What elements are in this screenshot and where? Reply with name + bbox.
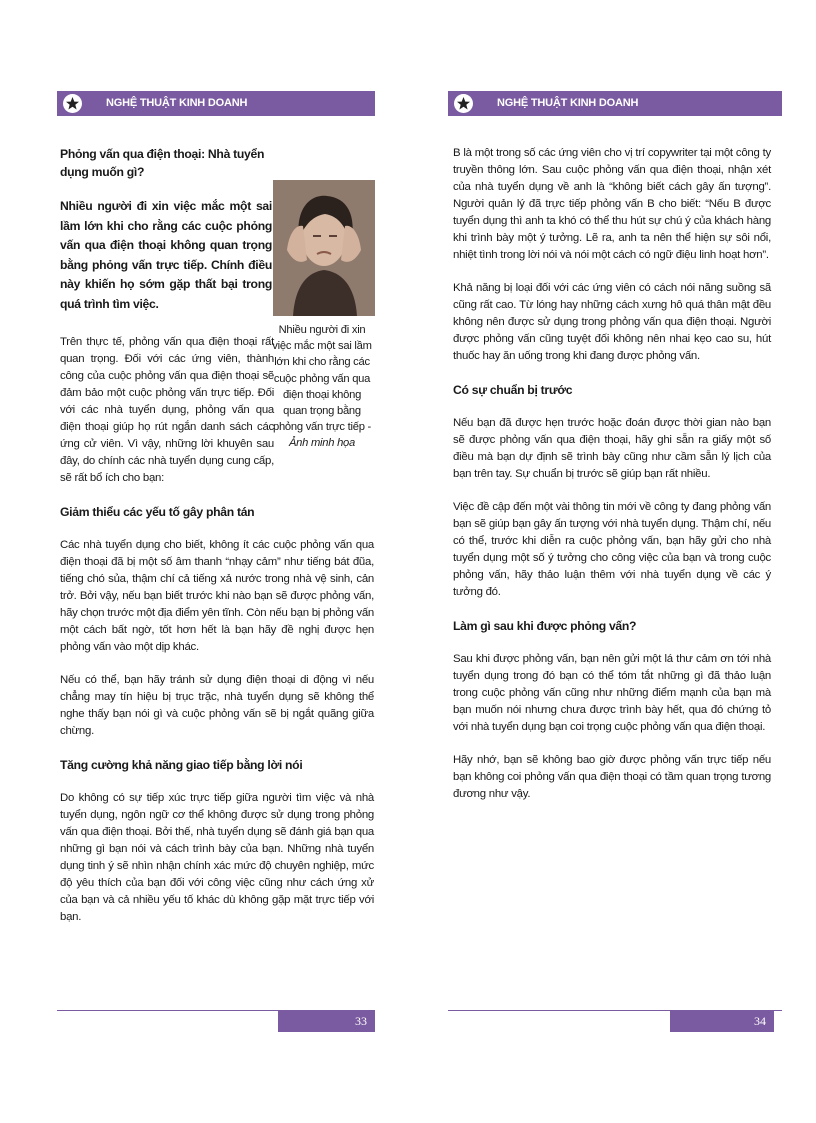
paragraph: Các nhà tuyển dụng cho biết, không ít các cuộc phỏng vấn qua điện thoại đã bị một số âm thanh “nhạy cảm” như tiếng bát đũa, tiếng chó sủa, thậm chí cả tiếng xả nước trong nhà vệ sinh, cản trở. Bởi vậy, nếu bạn biết trước khi nào bạn sẽ được phỏng vấn, hãy chọn trước một địa điểm yên tĩnh. Còn nếu bạn bị phỏng vấn một cách bất ngờ, tốt hơn hết là bạn hãy đề nghị được hẹn phỏng vấn vào một dịp khác. [60, 539, 374, 653]
article-body [453, 145, 771, 819]
paragraph: Hãy nhớ, bạn sẽ không bao giờ được phỏng vấn trực tiếp nếu bạn không coi phỏng vấn qua điện thoại có tầm quan trọng tương đương như vậy. [453, 754, 771, 800]
section-header [448, 91, 782, 116]
caption-credit: Ảnh minh họa [288, 437, 356, 450]
paragraph: Nếu bạn đã được hẹn trước hoặc đoán được thời gian nào bạn sẽ được phỏng vấn qua điện thoại, hãy ghi sẵn ra giấy một số điều mà bạn dự định sẽ trình bày cũng như cầm sẵn lý lịch của bạn trên tay. Sự chuẩn bị trước sẽ giúp bạn rất nhiều. [453, 417, 771, 480]
lead-paragraph: Nhiều người đi xin việc mắc một sai lầm lớn khi cho rằng các cuộc phỏng vấn qua điện thoại không quan trọng bằng phỏng vấn trực tiếp. Chính điều này khiến họ sớm gặp thất bại trong quá trình tìm việc. [60, 199, 272, 311]
article-photo [273, 180, 375, 316]
paragraph: Việc đề cập đến một vài thông tin mới về công ty đang phỏng vấn bạn sẽ giúp bạn gây ấn tượng với nhà tuyển dụng. Thậm chí, nếu có thể, trước khi diễn ra cuộc phỏng vấn, bạn hãy gửi cho nhà tuyển dụng một số ý tưởng cho công việc của bạn và trong cuộc phỏng vấn, hãy thảo luận thêm với nhà tuyển dụng về các ý tưởng đó. [453, 501, 771, 598]
paragraph: Nếu có thể, bạn hãy tránh sử dụng điện thoại di động vì nếu chẳng may tín hiệu bị trục trặc, nhà tuyển dụng sẽ không thể nghe thấy bạn nói gì và cuộc phỏng vấn sẽ bị ngắt quãng giữa chừng. [60, 674, 374, 737]
star-badge-icon [63, 94, 82, 113]
page-number: 34 [670, 1010, 774, 1032]
caption-text: Nhiều người đi xin việc mắc một sai lầm lớn khi cho rằng các cuộc phỏng vấn qua điện thoại không quan trọng bằng phỏng vấn trực tiếp - [272, 324, 372, 434]
header-title: NGHỆ THUẬT KINH DOANH [497, 97, 639, 109]
right-page [408, 0, 816, 1123]
paragraph: B là một trong số các ứng viên cho vị trí copywriter tại một công ty truyền thông lớn. Sau cuộc phỏng vấn qua điện thoại, nhận xét của nhà tuyển dụng về anh là “không biết cách gây ấn tượng”. Người quản lý đã trực tiếp phỏng vấn B cho biết: “Nếu B được tuyển dụng thì anh ta khó có thể thu hút sự chú ý của khách hàng khi trình bày một ý tưởng. Lẽ ra, anh ta nên thể hiện sự sôi nổi, nhiệt tình trong lời nói và nói một cách có ngữ điệu linh hoạt hơn”. [453, 147, 771, 261]
page-number: 33 [278, 1010, 375, 1032]
paragraph: Khả năng bị loại đối với các ứng viên có cách nói năng suồng sã cũng rất cao. Từ lóng hay những cách xưng hô quá thân mật đều không nên được sử dụng trong phỏng vấn qua điện thoại. Người được phỏng vấn cũng tuyệt đối không nên nhai kẹo cao su, hút thuốc hay ăn uống trong khi đang được phỏng vấn. [453, 282, 771, 362]
intro-paragraph: Trên thực tế, phỏng vấn qua điện thoại rất quan trọng. Đối với các ứng viên, thành công của cuộc phỏng vấn qua điện thoại sẽ đảm bảo một cuộc phỏng vấn trực tiếp. Đối với các nhà tuyển dụng, phỏng vấn qua điện thoại giúp họ rút ngắn danh sách các ứng cử viên. Vì vậy, những lời khuyên sau đây, do chính các nhà tuyển dụng cung cấp, sẽ rất bổ ích cho bạn: [60, 336, 274, 484]
section-heading: Giảm thiểu các yếu tố gây phân tán [60, 505, 255, 519]
article-title: Phỏng vấn qua điện thoại: Nhà tuyển dụng muốn gì? [60, 147, 265, 179]
section-header [57, 91, 375, 116]
paragraph: Do không có sự tiếp xúc trực tiếp giữa người tìm việc và nhà tuyển dụng, ngôn ngữ cơ thể không được sử dụng trong phỏng vấn qua điện thoại. Bởi thế, nhà tuyển dụng sẽ đánh giá bạn qua những gì bạn nói và cách trình bày của bạn. Những nhà tuyển dụng tinh ý sẽ nhìn nhận chính xác mức độ chuyên nghiệp, mức độ yêu thích của bạn đối với công việc cũng như cách ứng xử của bạn và cả nhiều yếu tố khác dù không gặp mặt trực tiếp với bạn. [60, 792, 374, 923]
photo-caption [270, 322, 374, 452]
star-badge-icon [454, 94, 473, 113]
header-title: NGHỆ THUẬT KINH DOANH [106, 97, 248, 109]
section-heading: Tăng cường khả năng giao tiếp bằng lời nói [60, 758, 303, 772]
section-heading: Làm gì sau khi được phỏng vấn? [453, 619, 637, 633]
section-heading: Có sự chuẩn bị trước [453, 383, 573, 397]
paragraph: Sau khi được phỏng vấn, bạn nên gửi một lá thư cảm ơn tới nhà tuyển dụng trong đó bạn có thể tóm tắt những gì đã thảo luận trong cuộc phỏng vấn cũng như những điểm mạnh của bạn mà bạn muốn nói nhưng chưa được trình bày hết, qua đó chứng tỏ với nhà tuyển dụng bạn coi trọng cuộc phỏng vấn qua điện thoại. [453, 653, 771, 733]
